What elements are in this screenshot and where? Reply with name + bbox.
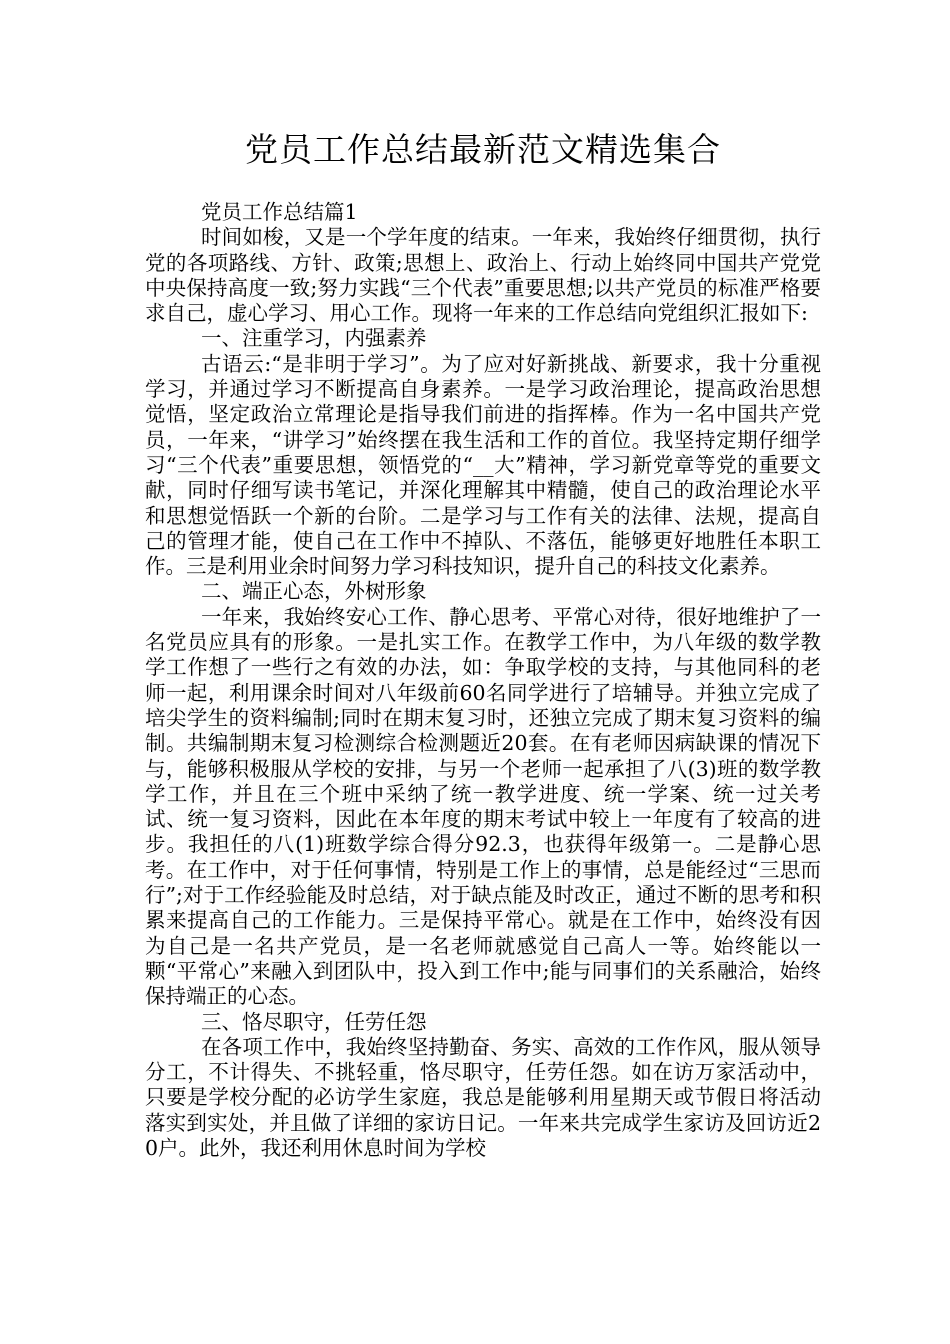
intro-paragraph: 时间如梭，又是一个学年度的结束。一年来，我始终仔细贯彻，执行党的各项路线、方针、政策;思想上、政治上、行动上始终同中国共产党党中央保持高度一致;努力实践“三个代表”重要思想;以共产党员的标准严格要求自己，虚心学习、用心工作。现将一年来的工作总结向党组织汇报如下: (145, 225, 821, 326)
document-page (145, 128, 821, 1161)
section-body-3: 在各项工作中，我始终坚持勤奋、务实、高效的工作作风，服从领导分工，不计得失、不挑轻重，恪尽职守，任劳任怨。如在访万家活动中，只要是学校分配的必访学生家庭，我总是能够利用星期天或节假日将活动落实到实处，并且做了详细的家访日记。一年来共完成学生家访及回访近20户。此外，我还利用休息时间为学校 (145, 1034, 821, 1160)
document-title: 党员工作总结最新范文精选集合 (245, 130, 721, 169)
section-heading-2: 二、端正心态，外树形象 (201, 579, 427, 604)
section-heading-1: 一、注重学习，内强素养 (201, 326, 427, 351)
subtitle: 党员工作总结篇1 (201, 200, 358, 224)
section-heading-3: 三、恪尽职守，任劳任怨 (201, 1009, 427, 1034)
section-body-1: 古语云:“是非明于学习”。为了应对好新挑战、新要求，我十分重视学习，并通过学习不断提高自身素养。一是学习政治理论，提高政治思想觉悟，坚定政治立常理论是指导我们前进的指挥棒。作为一名中国共产党员，一年来，“讲学习”始终摆在我生活和工作的首位。我坚持定期仔细学习“三个代表”重要思想，领悟党的“__大”精神，学习新党章等党的重要文献，同时仔细写读书笔记，并深化理解其中精髓，使自己的政治理论水平和思想觉悟跃一个新的台阶。二是学习与工作有关的法律、法规，提高自己的管理才能，使自己在工作中不掉队、不落伍，能够更好地胜任本职工作。三是利用业余时间努力学习科技知识，提升自己的科技文化素养。 (145, 351, 821, 579)
section-body-2: 一年来，我始终安心工作、静心思考、平常心对待，很好地维护了一名党员应具有的形象。一是扎实工作。在教学工作中，为八年级的数学教学工作想了一些行之有效的办法，如：争取学校的支持，与其他同科的老师一起，利用课余时间对八年级前60名同学进行了培辅导。并独立完成了培尖学生的资料编制;同时在期末复习时，还独立完成了期末复习资料的编制。共编制期末复习检测综合检测题近20套。在有老师因病缺课的情况下与，能够积极服从学校的安排，与另一个老师一起承担了八(3)班的数学教学工作，并且在三个班中采纳了统一教学进度、统一学案、统一过关考试、统一复习资料，因此在本年度的期末考试中较上一年度有了较高的进步。我担任的八(1)班数学综合得分92.3，也获得年级第一。二是静心思考。在工作中，对于任何事情，特别是工作上的事情，总是能经过“三思而行”;对于工作经验能及时总结，对于缺点能及时改正，通过不断的思考和积累来提高自己的工作能力。三是保持平常心。就是在工作中，始终没有因为自己是一名共产党员，是一名老师就感觉自己高人一等。始终能以一颗“平常心”来融入到团队中，投入到工作中;能与同事们的关系融洽，始终保持端正的心态。 (145, 604, 821, 1009)
